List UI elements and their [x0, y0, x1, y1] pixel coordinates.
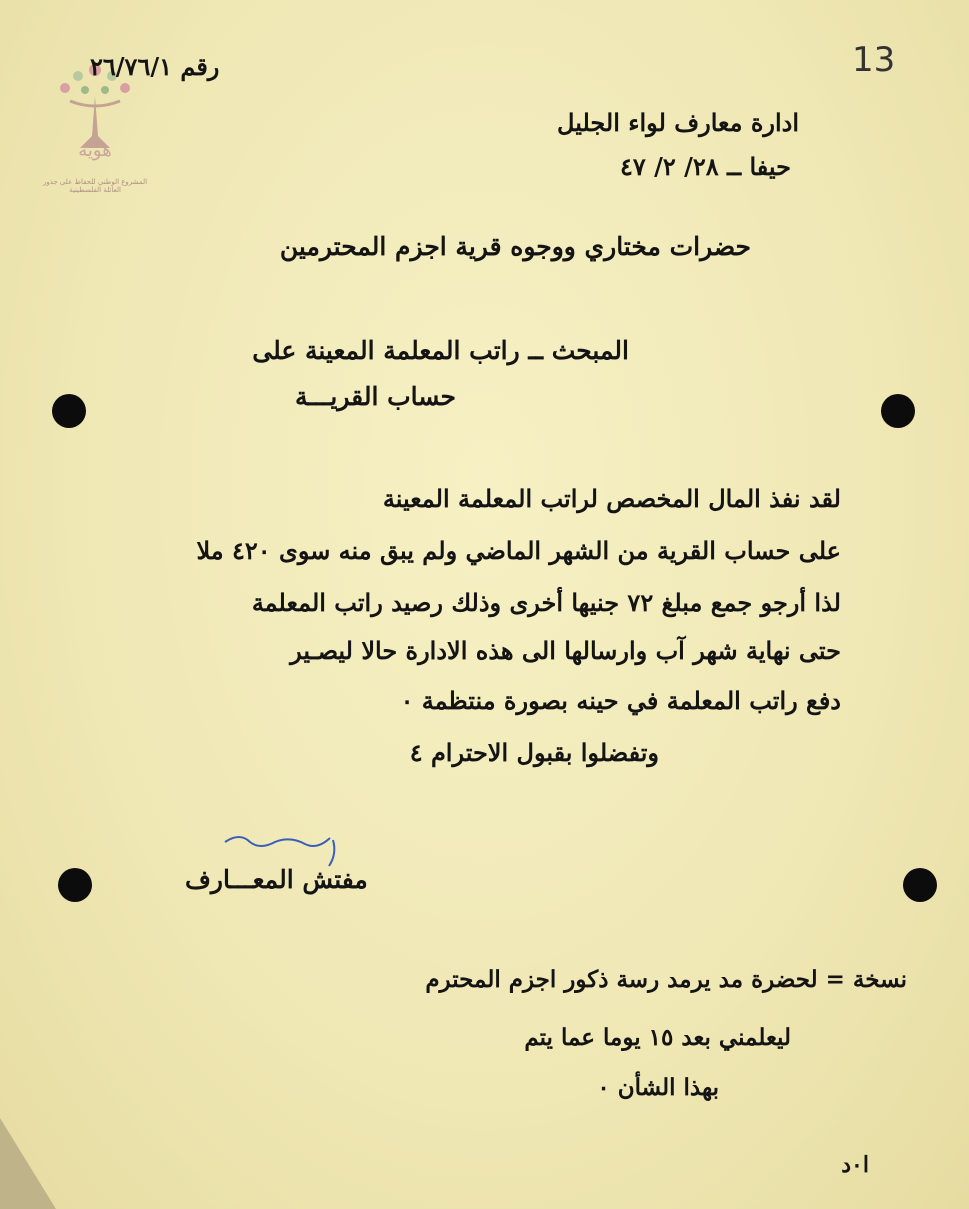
- handwritten-signature: [205, 830, 345, 870]
- punch-hole: [881, 394, 915, 428]
- issuer-name: ادارة معارف لواء الجليل: [557, 108, 799, 137]
- page-number: 13: [852, 40, 896, 80]
- subject-line-2: حساب القريـــة: [295, 382, 456, 411]
- body-line: على حساب القرية من الشهر الماضي ولم يبق منه سوى ٤٢٠ ملا: [196, 536, 841, 565]
- reference-number: رقم ٢٦/٧٦/١: [90, 52, 220, 81]
- folded-corner: [0, 1118, 56, 1209]
- recipient-line: حضرات مختاري ووجوه قرية اجزم المحترمين: [279, 232, 751, 261]
- copy-line: بهذا الشأن ٠: [597, 1074, 719, 1101]
- body-line: دفع راتب المعلمة في حينه بصورة منتظمة ٠: [400, 686, 841, 715]
- punch-hole: [58, 868, 92, 902]
- logo-caption: المشروع الوطني للحفاظ على جذور العائلة الفلسطينية: [42, 178, 148, 194]
- body-line: حتى نهاية شهر آب وارسالها الى هذه الادارة حالا ليصـير: [290, 636, 841, 665]
- place-date: حيفا ــ ٢٨/ ٢/ ٤٧: [619, 152, 791, 181]
- punch-hole: [52, 394, 86, 428]
- signatory-title: مفتش المعـــارف: [185, 865, 368, 894]
- copy-line: ليعلمني بعد ١٥ يوما عما يتم: [524, 1024, 791, 1051]
- body-line: لقد نفذ المال المخصص لراتب المعلمة المعينة: [382, 484, 841, 513]
- subject-line-1: المبحث ــ راتب المعلمة المعينة على: [252, 336, 629, 365]
- closing-line: وتفضلوا بقبول الاحترام ٤: [409, 738, 659, 767]
- punch-hole: [903, 868, 937, 902]
- body-line: لذا أرجو جمع مبلغ ٧٢ جنيها أخرى وذلك رصيد راتب المعلمة: [251, 588, 841, 617]
- copy-line: نسخة = لحضرة مد يرمد رسة ذكور اجزم المحترم: [425, 966, 907, 993]
- logo-name: هوية: [78, 140, 112, 161]
- footer-initials: ا٠د: [841, 1152, 869, 1178]
